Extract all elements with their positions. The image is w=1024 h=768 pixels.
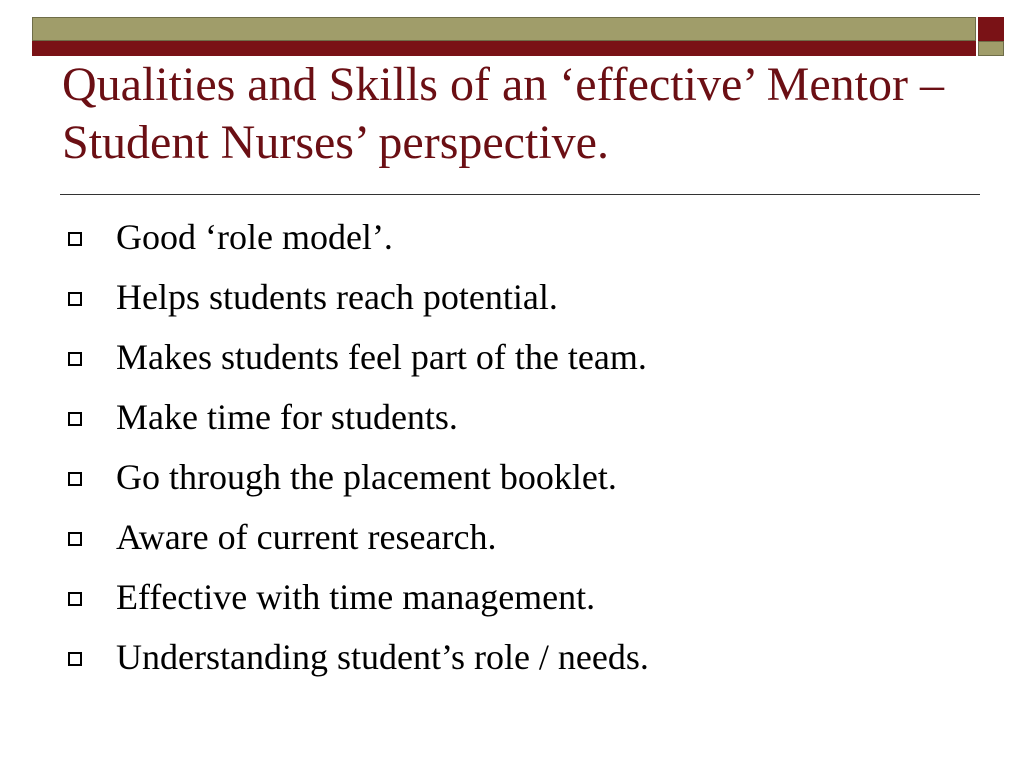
bullet-item <box>64 507 964 567</box>
bullet-text: Makes students feel part of the team. <box>116 337 647 377</box>
bullet-item <box>64 207 964 267</box>
bullet-item <box>64 327 964 387</box>
hollow-square-icon <box>68 352 82 366</box>
bullet-text: Helps students reach potential. <box>116 277 558 317</box>
hollow-square-icon <box>68 232 82 246</box>
hollow-square-icon <box>68 532 82 546</box>
bullet-item <box>64 567 964 627</box>
bullet-text: Aware of current research. <box>116 517 497 557</box>
header-bar-olive <box>32 17 976 41</box>
hollow-square-icon <box>68 472 82 486</box>
bullet-text: Effective with time management. <box>116 577 596 617</box>
slide-title: Qualities and Skills of an ‘effective’ Mentor – Student Nurses’ perspective. <box>62 58 944 169</box>
hollow-square-icon <box>68 592 82 606</box>
bullet-text: Understanding student’s role / needs. <box>116 637 649 677</box>
bullet-list <box>64 207 964 687</box>
bullet-item <box>64 387 964 447</box>
bullet-item <box>64 447 964 507</box>
bullet-item <box>64 627 964 687</box>
corner-square-olive <box>978 41 1004 56</box>
bullet-text: Make time for students. <box>116 397 458 437</box>
corner-square-maroon <box>978 17 1004 41</box>
hollow-square-icon <box>68 292 82 306</box>
title-divider <box>60 194 980 195</box>
header-bar-maroon <box>32 41 976 56</box>
hollow-square-icon <box>68 652 82 666</box>
bullet-item <box>64 267 964 327</box>
hollow-square-icon <box>68 412 82 426</box>
bullet-text: Go through the placement booklet. <box>116 457 617 497</box>
bullet-text: Good ‘role model’. <box>116 217 393 257</box>
